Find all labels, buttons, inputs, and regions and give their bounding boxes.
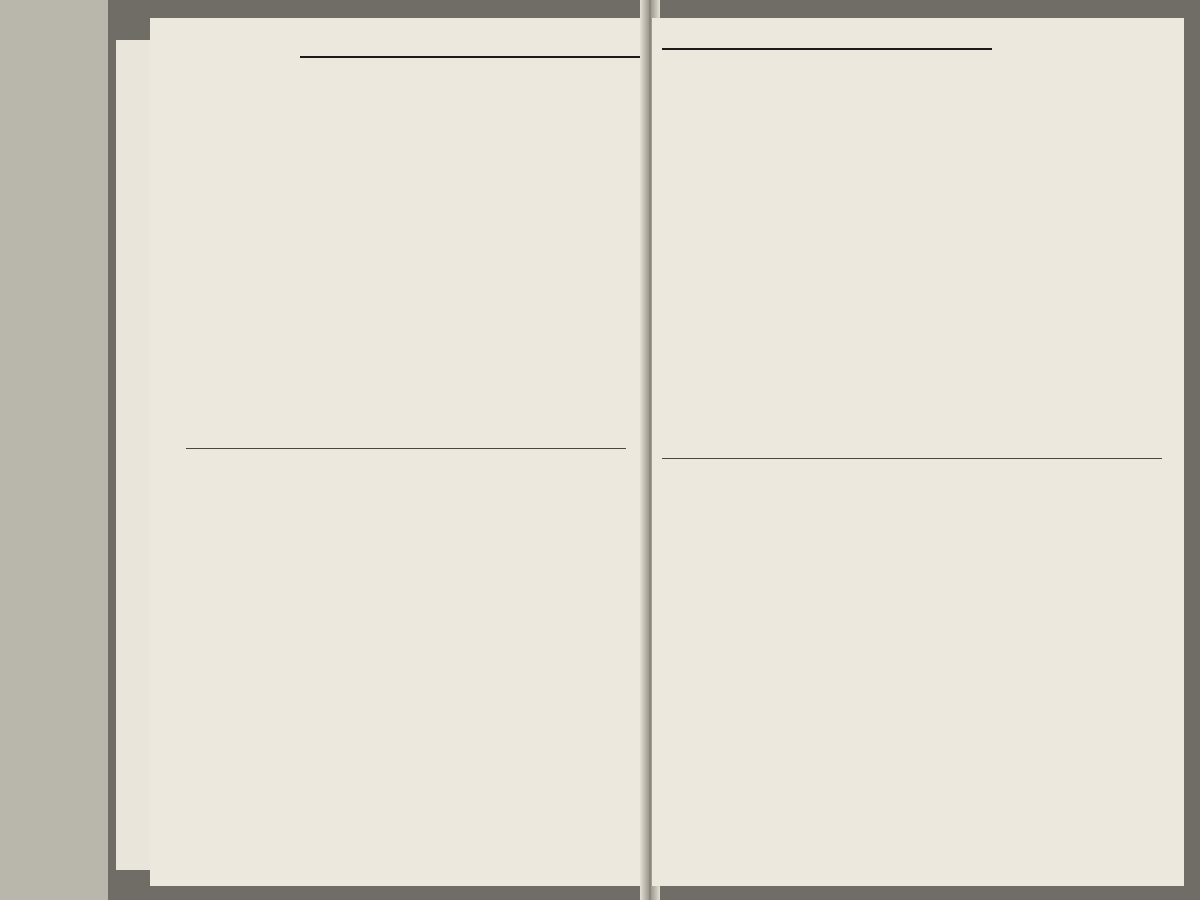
column-rule: [186, 448, 626, 449]
body-paragraph: [186, 108, 208, 438]
header-rule: [300, 56, 640, 58]
measuring-ruler: [0, 0, 108, 900]
body-paragraph: [376, 108, 486, 438]
right-page: [652, 18, 1184, 886]
body-paragraph: [230, 108, 370, 438]
header-rule: [662, 48, 992, 50]
column-rule: [662, 458, 1162, 459]
left-page: [150, 18, 648, 886]
